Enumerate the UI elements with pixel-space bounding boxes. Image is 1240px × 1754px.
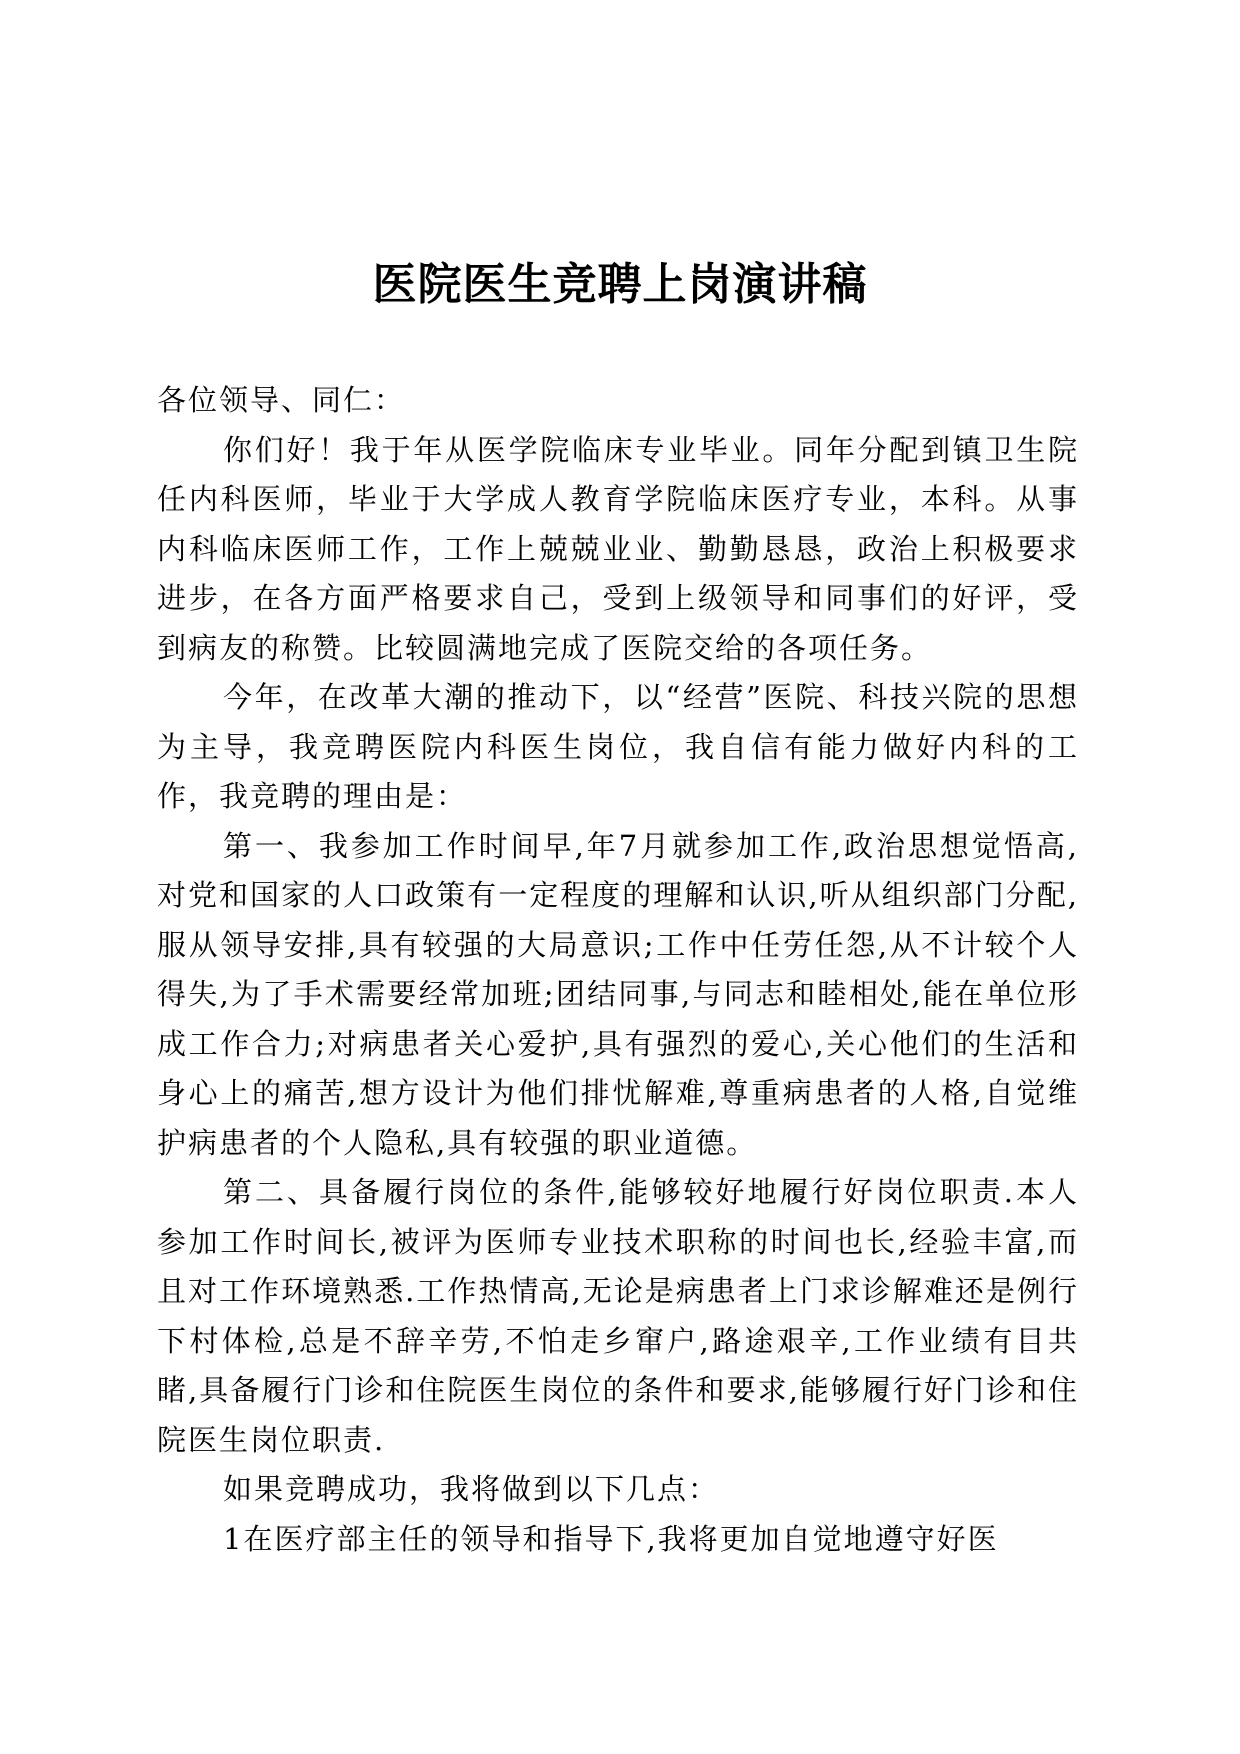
paragraph-commitment-intro: 如果竞聘成功，我将做到以下几点： <box>223 1472 720 1506</box>
paragraph-commitment-one: 1在医疗部主任的领导和指导下,我将更加自觉地遵守好医 <box>223 1521 999 1556</box>
document-title: 医院医生竞聘上岗演讲稿 <box>372 259 868 310</box>
document-body <box>157 376 1079 1564</box>
salutation: 各位领导、同仁： <box>157 383 406 417</box>
paragraph-reason-one: 第一、我参加工作时间早,年7月就参加工作,政治思想觉悟高,对党和国家的人口政策有一定程度的理解和认识,听从组织部门分配,服从领导安排,具有较强的大局意识;工作中任劳任怨,从不计较个人得失,为了手术需要经常加班;团结同事,与同志和睦相处,能在单位形成工作合力;对病患者关心爱护,具有强烈的爱心,关心他们的生活和身心上的痛苦,想方设计为他们排忧解难,尊重病患者的人格,自觉维护病患者的个人隐私,具有较强的职业道德。 <box>157 828 1079 1160</box>
paragraph-motivation: 今年，在改革大潮的推动下，以“经营”医院、科技兴院的思想为主导，我竞聘医院内科医生岗位，我自信有能力做好内科的工作，我竞聘的理由是： <box>157 680 1079 813</box>
paragraph-reason-two: 第二、具备履行岗位的条件,能够较好地履行好岗位职责.本人参加工作时间长,被评为医师专业技术职称的时间也长,经验丰富,而且对工作环境熟悉.工作热情高,无论是病患者上门求诊解难还是例行下村体检,总是不辞辛劳,不怕走乡窜户,路途艰辛,工作业绩有目共睹,具备履行门诊和住院医生岗位的条件和要求,能够履行好门诊和住院医生岗位职责. <box>157 1175 1079 1457</box>
paragraph-introduction: 你们好！我于年从医学院临床专业毕业。同年分配到镇卫生院任内科医师，毕业于大学成人教育学院临床医疗专业，本科。从事内科临床医师工作，工作上兢兢业业、勤勤恳恳，政治上积极要求进步，在各方面严格要求自己，受到上级领导和同事们的好评，受到病友的称赞。比较圆满地完成了医院交给的各项任务。 <box>157 432 1079 665</box>
